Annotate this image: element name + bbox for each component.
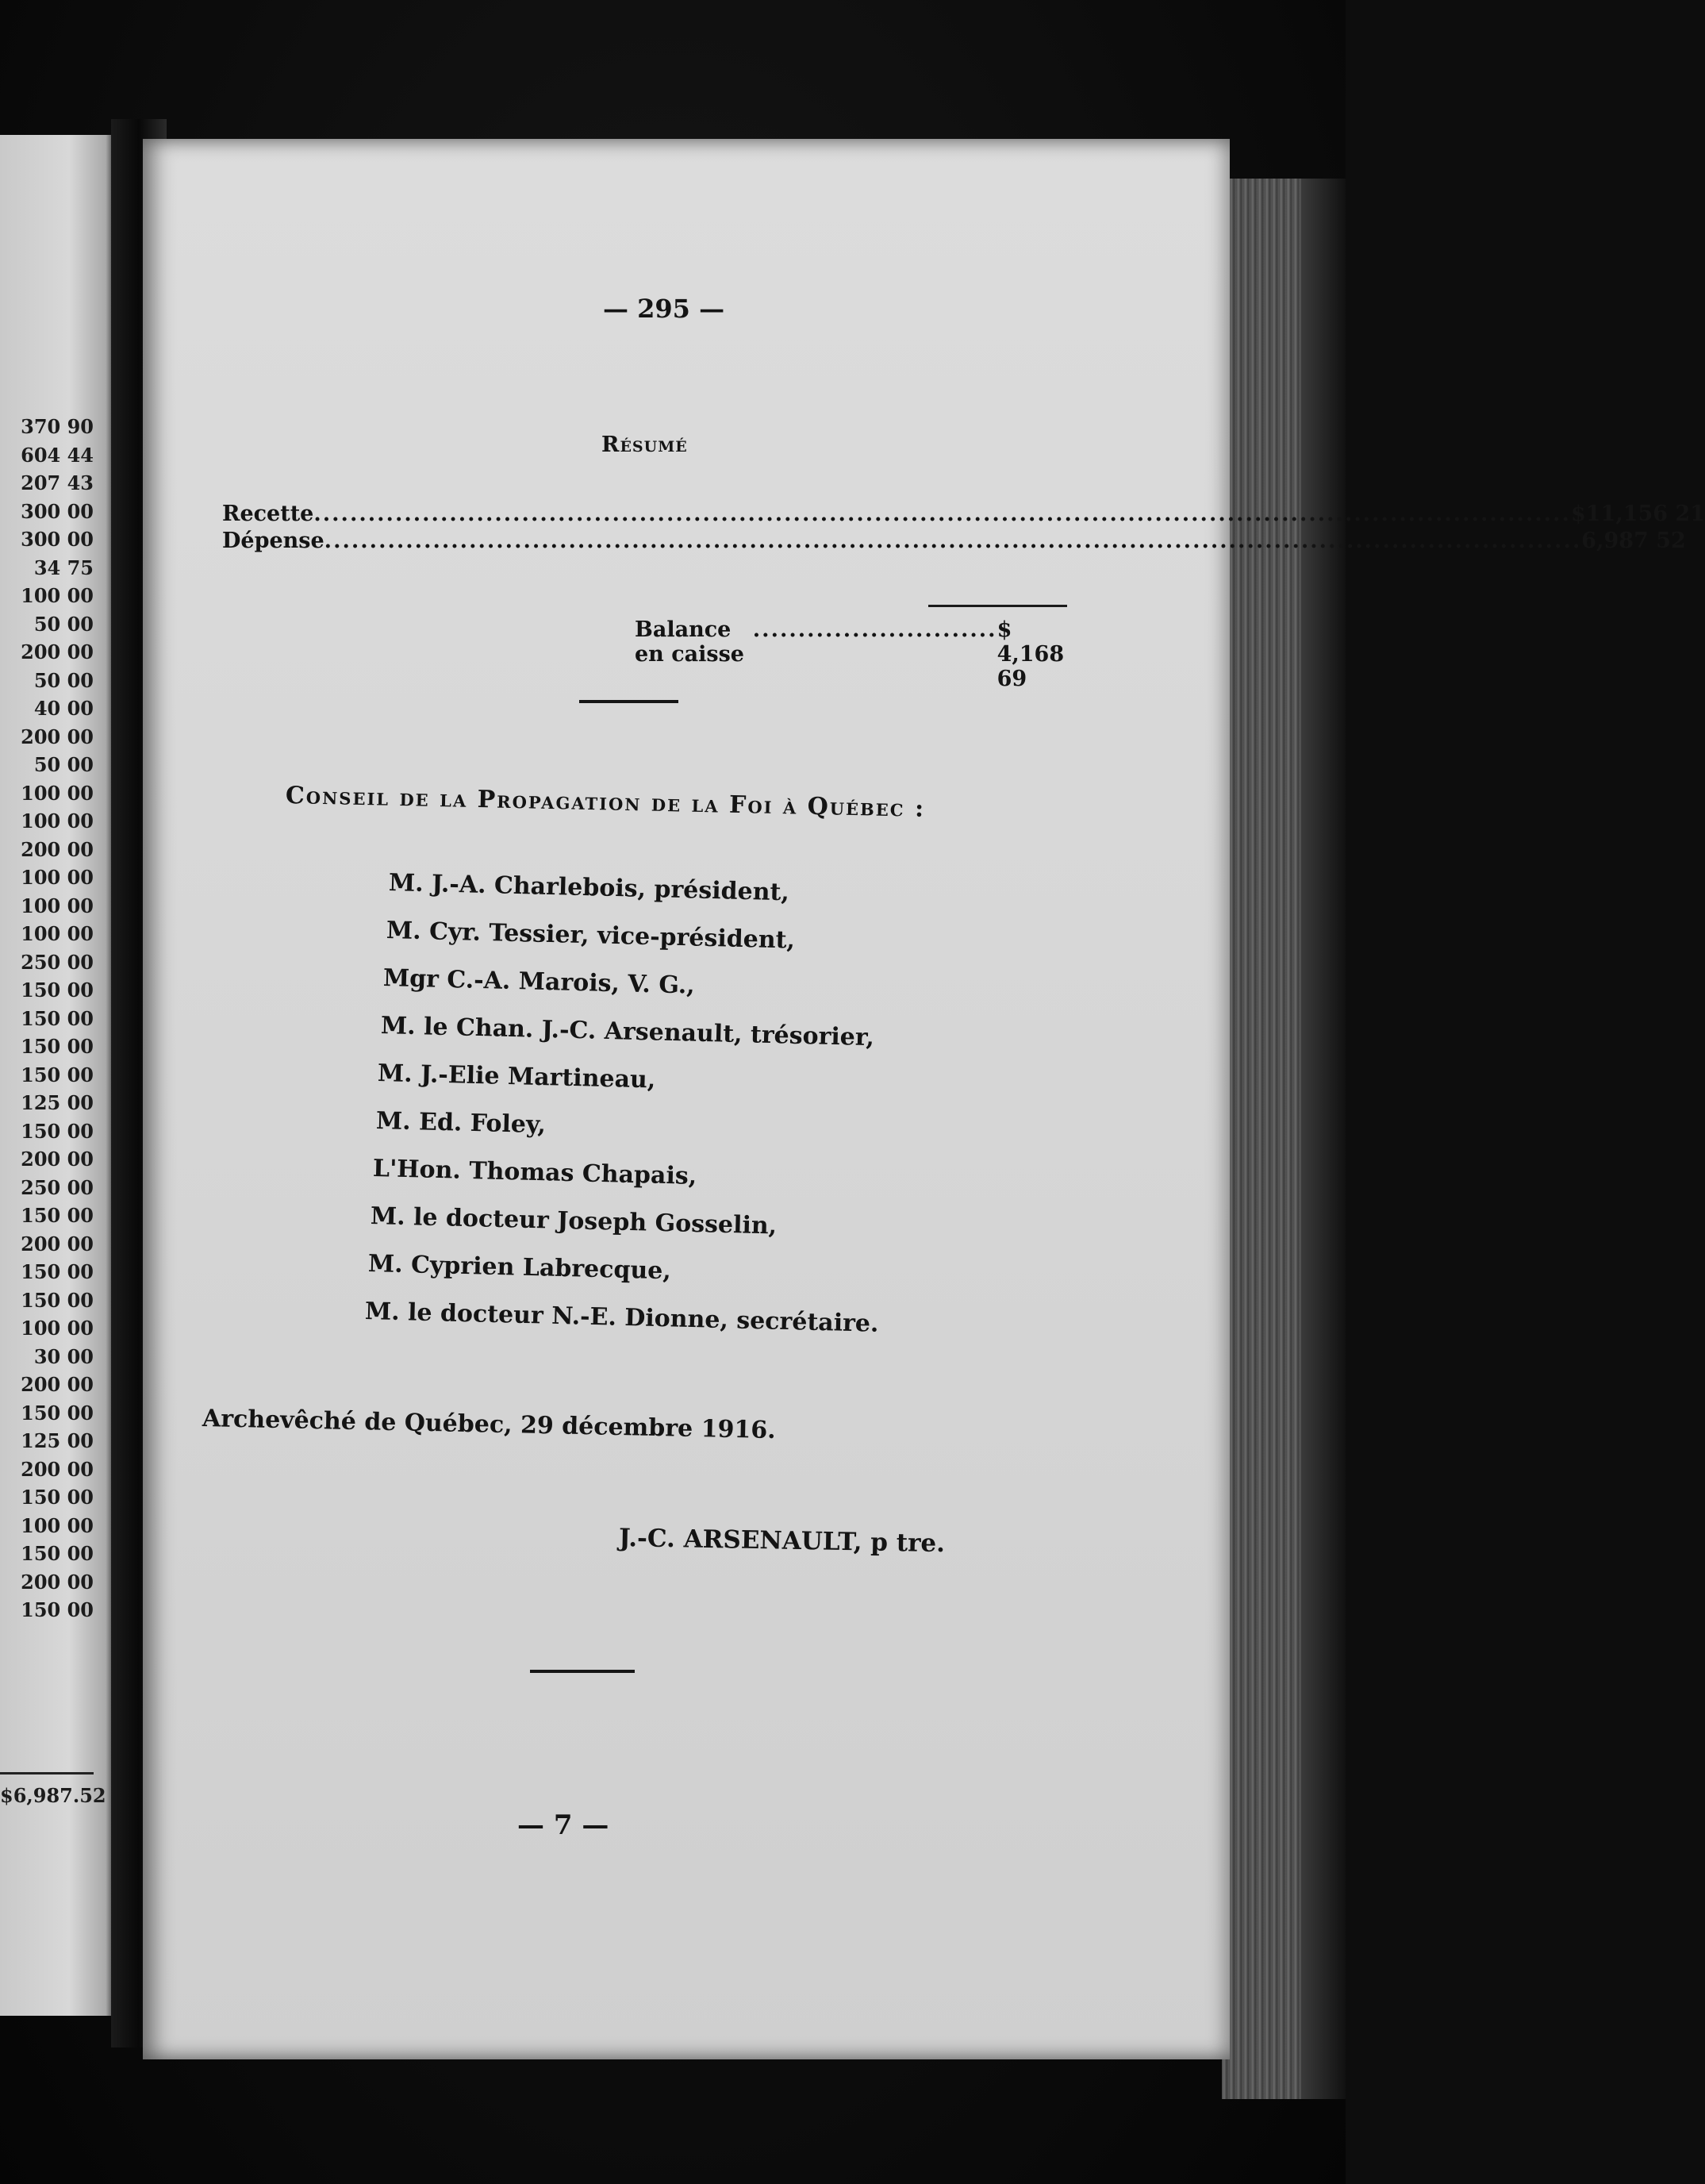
council-member: M. Cyprien Labrecque, (367, 1250, 672, 1286)
left-page-amount: 100 00 (21, 1513, 94, 1537)
left-page-amount: 300 00 (21, 499, 94, 523)
left-page-amount: 200 00 (21, 1373, 94, 1396)
council-heading: Conseil de la Propagation de la Foi à Québec : (285, 782, 926, 823)
recette-label: Recette (222, 502, 314, 526)
left-page-amount: 150 00 (21, 1035, 94, 1058)
left-page-amount: 100 00 (21, 781, 94, 805)
left-page-amount: 50 00 (33, 668, 94, 692)
council-member: L'Hon. Thomas Chapais, (372, 1155, 697, 1190)
closing-separator (530, 1670, 635, 1673)
sum-rule (928, 605, 1067, 607)
section-title: Résumé (601, 433, 688, 457)
left-page-total: $6,987.52 (0, 1784, 106, 1807)
left-page-amount: 100 00 (21, 894, 94, 917)
left-page-amount: 150 00 (21, 1006, 94, 1030)
leader-dots: ........................... (752, 617, 997, 642)
leader-dots: ........................................................................................................................................... (324, 529, 1582, 553)
depense-amount: 6,987 52 (1581, 529, 1686, 553)
left-page-amount: 100 00 (21, 866, 94, 889)
left-page-amount: 150 00 (21, 1119, 94, 1143)
left-page-amount: 100 00 (21, 584, 94, 607)
left-page-amount: 250 00 (21, 950, 94, 974)
left-page-amount: 100 00 (21, 922, 94, 945)
left-page-amount: 150 00 (21, 979, 94, 1002)
left-page-amount: 200 00 (21, 1457, 94, 1481)
section-separator (579, 700, 678, 703)
left-page-amount: 150 00 (21, 1204, 94, 1227)
depense-label: Dépense (222, 529, 324, 553)
left-page-amount: 150 00 (21, 1486, 94, 1509)
council-member: M. le Chan. J.-C. Arsenault, trésorier, (380, 1012, 875, 1052)
left-page-amount: 300 00 (21, 528, 94, 551)
left-page-amount: 100 00 (21, 1317, 94, 1340)
left-page-amount: 150 00 (21, 1063, 94, 1086)
council-member: Mgr C.-A. Marois, V. G., (382, 964, 696, 1000)
left-page-amount: 40 00 (33, 697, 94, 720)
left-page-amount: 50 00 (33, 753, 94, 776)
left-page-amount: 150 00 (21, 1401, 94, 1425)
footer-page-number: — 7 — (517, 1809, 609, 1841)
council-member: M. Ed. Foley, (375, 1107, 547, 1140)
left-page-amount: 200 00 (21, 725, 94, 748)
balance-label: Balance en caisse (635, 617, 744, 667)
left-page-amount: 150 00 (21, 1542, 94, 1565)
left-page-amount: 207 43 (21, 471, 94, 494)
council-member: M. J.-A. Charlebois, président, (388, 869, 790, 907)
left-page-amount: 125 00 (21, 1429, 94, 1452)
left-page-amount: 150 00 (21, 1260, 94, 1283)
left-page-amount: 200 00 (21, 837, 94, 861)
signature: J.-C. ARSENAULT, p tre. (618, 1524, 946, 1559)
left-page-amount: 200 00 (21, 640, 94, 663)
council-member: M. J.-Elie Martineau, (377, 1059, 656, 1094)
council-member: M. le docteur N.-E. Dionne, secrétaire. (364, 1298, 879, 1338)
left-page-amount: 50 00 (33, 612, 94, 636)
left-page-amount: 604 44 (21, 443, 94, 467)
left-page-amount: 250 00 (21, 1175, 94, 1199)
recette-amount: $11,156 21 (1570, 502, 1705, 526)
ledger-row-balance (635, 617, 1067, 691)
council-member: M. Cyr. Tessier, vice-président, (386, 917, 796, 955)
left-page-amount: 370 90 (21, 415, 94, 438)
page-number: — 295 — (603, 294, 725, 324)
left-page-amount: 200 00 (21, 1148, 94, 1171)
left-page-amount: 150 00 (21, 1288, 94, 1312)
left-page-amount: 200 00 (21, 1232, 94, 1255)
left-page-amount: 200 00 (21, 1570, 94, 1594)
leader-dots: ........................................................................................................................................... (313, 502, 1571, 526)
left-page-amount: 100 00 (21, 809, 94, 832)
balance-amount: $ 4,168 69 (997, 617, 1065, 691)
left-page-amount: 30 00 (33, 1344, 94, 1368)
left-page-amount: 150 00 (21, 1598, 94, 1621)
left-page-amount: 125 00 (21, 1091, 94, 1114)
council-member: M. le docteur Joseph Gosselin, (370, 1202, 778, 1240)
ledger-row-recette (222, 502, 1705, 529)
ledger-row-depense (222, 529, 1686, 556)
left-page-amount: 34 75 (33, 556, 94, 579)
date-line: Archevêché de Québec, 29 décembre 1916. (202, 1405, 776, 1445)
